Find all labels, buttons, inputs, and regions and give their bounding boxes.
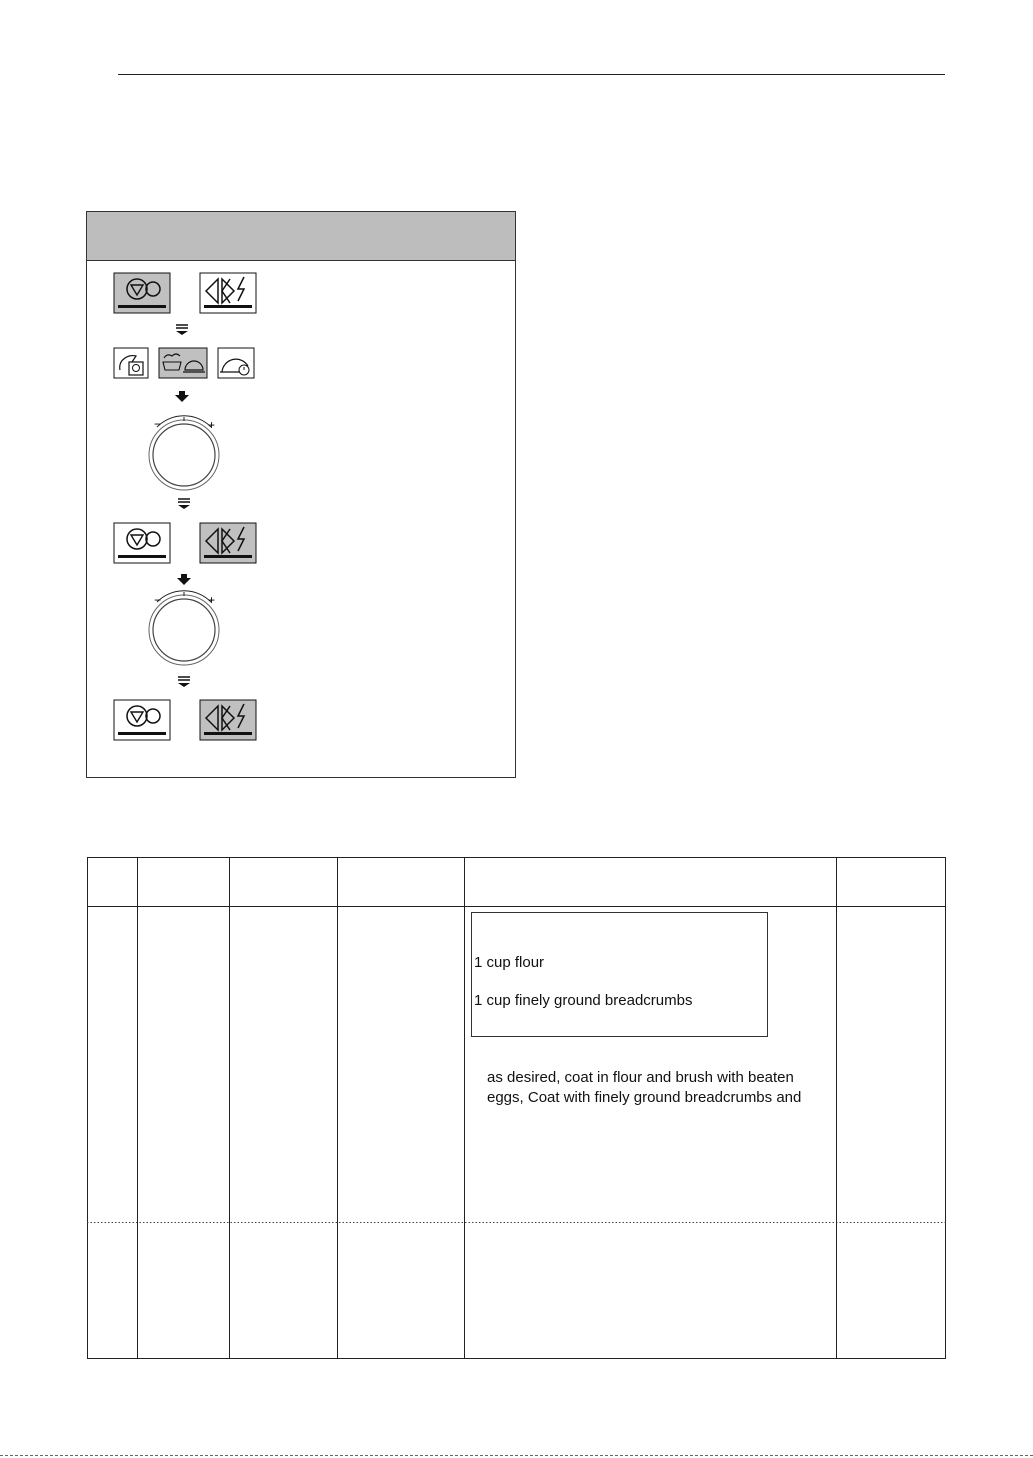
timer-key[interactable]: [218, 348, 254, 378]
ingredients-box: [471, 912, 768, 1037]
down-arrow-icon: [178, 499, 190, 509]
dial-plus-label: +: [208, 418, 216, 432]
method-line: eggs, Coat with finely ground breadcrumbs and: [487, 1089, 802, 1106]
dial-minus-label: −: [154, 417, 162, 431]
microwave-key[interactable]: [200, 273, 256, 313]
page-bottom-edge: [0, 1455, 1033, 1456]
control-panel-figure: [86, 211, 516, 778]
panel-steps: [87, 212, 517, 779]
dial-minus-label: −: [154, 593, 162, 607]
down-arrow-icon: [176, 325, 188, 335]
recipe-table: [87, 857, 946, 1359]
ingredient-item: 1 cup finely ground breadcrumbs: [474, 992, 693, 1009]
ingredient-item: 1 cup flour: [474, 954, 545, 971]
convection-key[interactable]: [114, 523, 170, 563]
method-line: as desired, coat in flour and brush with beaten: [487, 1069, 794, 1086]
microwave-key[interactable]: [200, 700, 256, 740]
method-text: [487, 1068, 835, 1108]
down-arrow-icon: [178, 677, 190, 687]
dial-plus-label: +: [208, 593, 216, 607]
defrost-key[interactable]: [114, 348, 148, 378]
microwave-key[interactable]: [200, 523, 256, 563]
convection-key[interactable]: [114, 273, 170, 313]
header-rule: [118, 74, 945, 75]
auto-cook-key[interactable]: [159, 348, 207, 378]
down-arrow-icon: [177, 574, 191, 585]
convection-key[interactable]: [114, 700, 170, 740]
down-arrow-icon: [175, 391, 189, 402]
